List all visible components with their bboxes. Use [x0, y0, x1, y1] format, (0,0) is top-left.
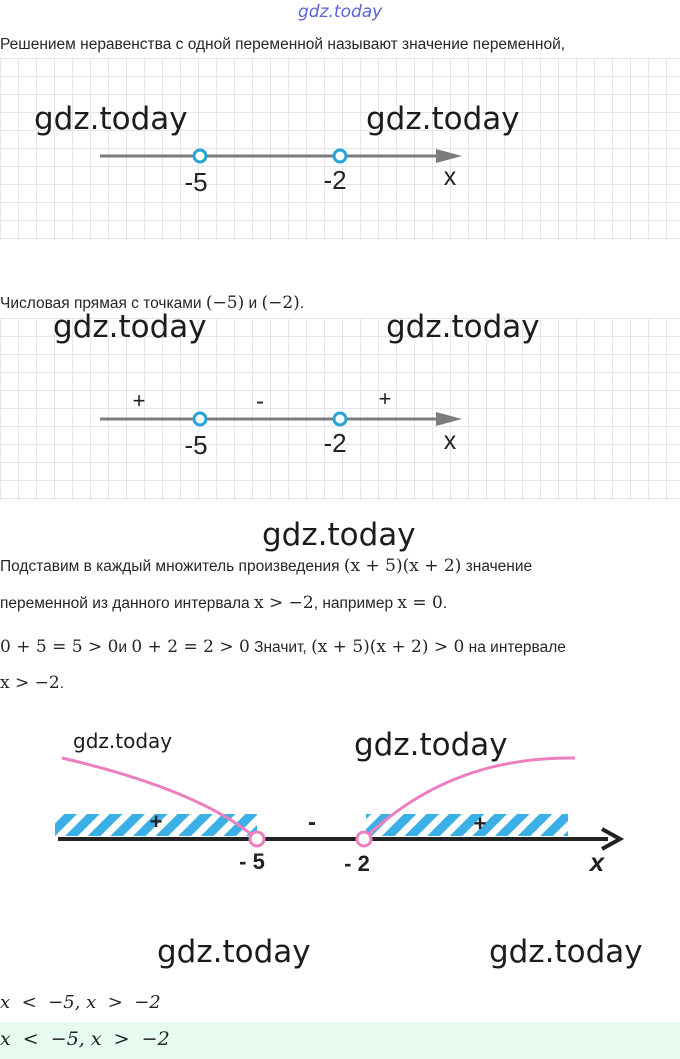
open-point-a: [194, 413, 206, 425]
point-a-label: - 5: [239, 849, 265, 874]
answer-text: x < −5, x > −2: [0, 1028, 170, 1050]
evaluation-paragraph-line-1: [0, 636, 566, 659]
product-sign-expression: (x + 5)(x + 2) > 0: [311, 637, 465, 657]
sign-minus-middle: -: [256, 388, 264, 415]
caption-text-mid: и: [244, 295, 262, 312]
sample-value-expression: x = 0: [397, 593, 443, 613]
number-line-1-svg: [0, 58, 680, 240]
point-b-label: -2: [323, 428, 347, 458]
intro-text: Решением неравенства с одной переменной называют значение переменной,: [0, 36, 566, 53]
figure-1-watermark-left: gdz.today: [34, 101, 188, 137]
text: , например: [313, 595, 398, 612]
text: .: [442, 595, 448, 612]
first-factor-evaluation: 0 + 5 = 5 > 0: [0, 637, 119, 657]
figure-2-watermark-left: gdz.today: [53, 309, 207, 345]
substitution-paragraph-line-1: [0, 555, 532, 578]
text: на интервале: [464, 639, 566, 656]
center-watermark: gdz.today: [262, 517, 416, 553]
sign-plus-left: +: [149, 809, 163, 834]
text: Подставим в каждый множитель произведения: [0, 558, 344, 575]
caption-text-pre: Числовая прямая с точками: [0, 295, 206, 312]
bottom-watermark-right: gdz.today: [489, 934, 643, 970]
open-point-a: [250, 832, 264, 846]
bottom-watermark-left: gdz.today: [157, 934, 311, 970]
point-b-label: - 2: [344, 851, 370, 876]
answer-box: [0, 1022, 680, 1059]
point-a-label: -5: [184, 167, 208, 197]
point-a-label: -5: [184, 430, 208, 460]
point-b-label: -2: [323, 165, 347, 195]
axis-label: x: [443, 163, 457, 191]
axis-arrow: [436, 412, 462, 426]
open-point-b: [357, 832, 371, 846]
number-line-figure-1: [0, 58, 680, 240]
text: значение: [461, 558, 533, 575]
caption-point-a: (−5): [205, 293, 245, 313]
axis-arrow: [436, 149, 462, 163]
result-line: x < −5, x > −2: [0, 992, 161, 1013]
hatched-region-right: [366, 814, 568, 836]
figure-2-watermark-right: gdz.today: [386, 309, 540, 345]
sign-plus-right: +: [378, 386, 392, 411]
interval-expression: x > −2: [0, 673, 60, 693]
axis-label: x: [589, 847, 605, 877]
figure-3-watermark-left: gdz.today: [73, 729, 173, 753]
axis-label: x: [443, 427, 457, 455]
evaluation-paragraph-line-2: [0, 672, 64, 695]
open-point-a: [194, 150, 206, 162]
number-line-figure-2: [0, 318, 680, 500]
figure-3-watermark-right: gdz.today: [354, 727, 508, 763]
header-watermark: gdz.today: [298, 2, 383, 22]
second-factor-evaluation: 0 + 2 = 2 > 0: [131, 637, 250, 657]
caption-text-post: .: [299, 295, 305, 312]
figure-1-watermark-right: gdz.today: [366, 101, 520, 137]
sign-minus-middle: -: [308, 809, 316, 836]
text: и: [118, 639, 132, 656]
sign-plus-left: +: [132, 388, 146, 413]
caption-point-b: (−2): [261, 293, 300, 313]
number-line-2-svg: [0, 318, 680, 500]
sign-plus-right: +: [473, 811, 487, 836]
product-expression: (x + 5)(x + 2): [343, 556, 462, 576]
text: переменной из данного интервала: [0, 595, 254, 612]
text: .: [59, 675, 65, 692]
text: Значит,: [249, 639, 312, 656]
open-point-b: [334, 413, 346, 425]
substitution-paragraph-line-2: [0, 592, 447, 615]
open-point-b: [334, 150, 346, 162]
interval-expression: x > −2: [254, 593, 314, 613]
